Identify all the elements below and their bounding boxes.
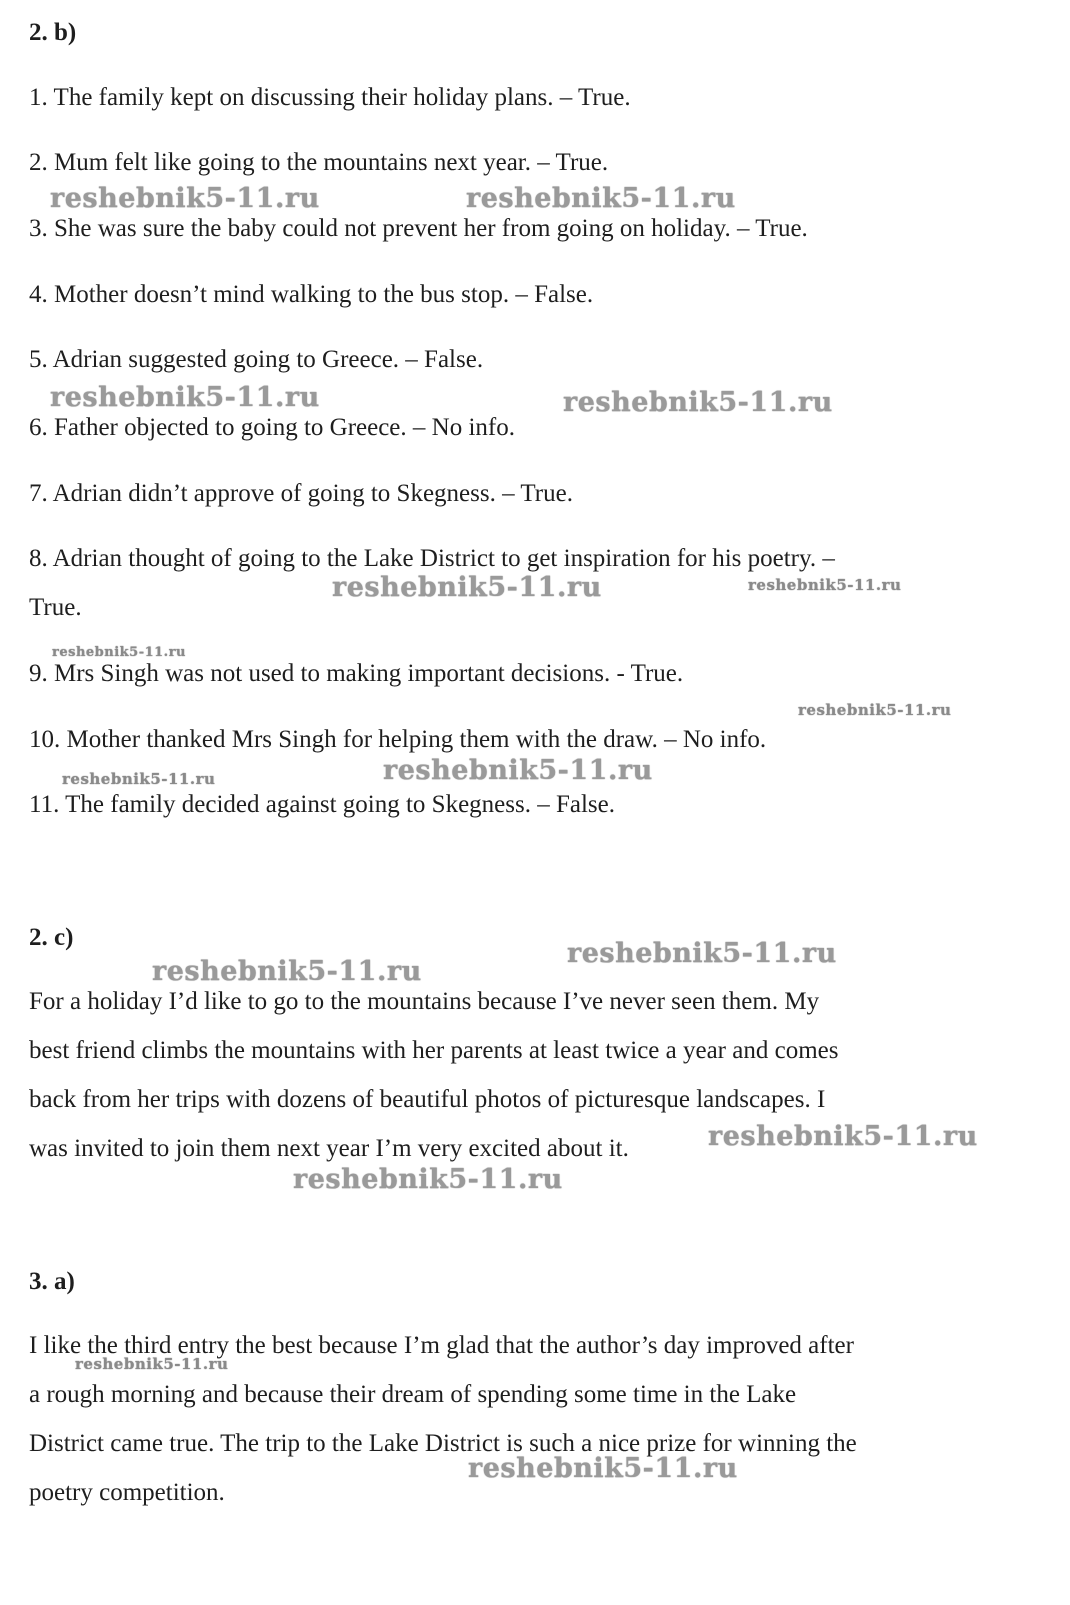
paragraph-2c-line-2: best friend climbs the mountains with her parents at least twice a year and comes [29,1037,839,1064]
answer-item-1: 1. The family kept on discussing their holiday plans. – True. [29,84,631,111]
paragraph-3a-line-2: a rough morning and because their dream of spending some time in the Lake [29,1381,797,1408]
watermark: reshebnik5-11.ru [563,387,833,418]
paragraph-2c-line-4: was invited to join them next year I’m very excited about it. [29,1135,629,1162]
watermark: reshebnik5-11.ru [383,755,653,786]
paragraph-3a-line-4: poetry competition. [29,1479,225,1506]
watermark: reshebnik5-11.ru [50,183,320,214]
watermark: reshebnik5-11.ru [293,1164,563,1195]
answer-item-10: 10. Mother thanked Mrs Singh for helping them with the draw. – No info. [29,726,767,753]
heading-2c: 2. c) [29,924,74,951]
watermark: reshebnik5-11.ru [75,1355,229,1373]
watermark: reshebnik5-11.ru [567,938,837,969]
watermark: reshebnik5-11.ru [50,382,320,413]
heading-3a: 3. a) [29,1268,75,1295]
watermark: reshebnik5-11.ru [798,701,952,719]
paragraph-2c-line-1: For a holiday I’d like to go to the mountains because I’ve never seen them. My [29,988,820,1015]
watermark: reshebnik5-11.ru [468,1453,738,1484]
answer-item-4: 4. Mother doesn’t mind walking to the bus stop. – False. [29,281,594,308]
answer-item-11: 11. The family decided against going to Skegness. – False. [29,791,616,818]
answer-item-8: 8. Adrian thought of going to the Lake District to get inspiration for his poetry. – [29,545,835,572]
watermark: reshebnik5-11.ru [332,572,602,603]
answer-item-5: 5. Adrian suggested going to Greece. – False. [29,346,484,373]
answer-item-6: 6. Father objected to going to Greece. – No info. [29,414,515,441]
watermark: reshebnik5-11.ru [62,770,216,788]
answer-item-9: 9. Mrs Singh was not used to making important decisions. - True. [29,660,684,687]
watermark: reshebnik5-11.ru [52,645,187,660]
answer-item-2: 2. Mum felt like going to the mountains next year. – True. [29,149,609,176]
watermark: reshebnik5-11.ru [152,956,422,987]
watermark: reshebnik5-11.ru [748,576,902,594]
answer-item-3: 3. She was sure the baby could not prevent her from going on holiday. – True. [29,215,808,242]
answer-item-7: 7. Adrian didn’t approve of going to Skegness. – True. [29,480,573,507]
answer-item-8-cont: True. [29,594,82,621]
paragraph-2c-line-3: back from her trips with dozens of beautiful photos of picturesque landscapes. I [29,1086,826,1113]
watermark: reshebnik5-11.ru [466,183,736,214]
paragraph-3a-line-1: I like the third entry the best because I’m glad that the author’s day improved after [29,1332,854,1359]
paragraph-3a-line-3: District came true. The trip to the Lake District is such a nice prize for winning the [29,1430,857,1457]
heading-2b: 2. b) [29,19,77,46]
watermark: reshebnik5-11.ru [708,1121,978,1152]
